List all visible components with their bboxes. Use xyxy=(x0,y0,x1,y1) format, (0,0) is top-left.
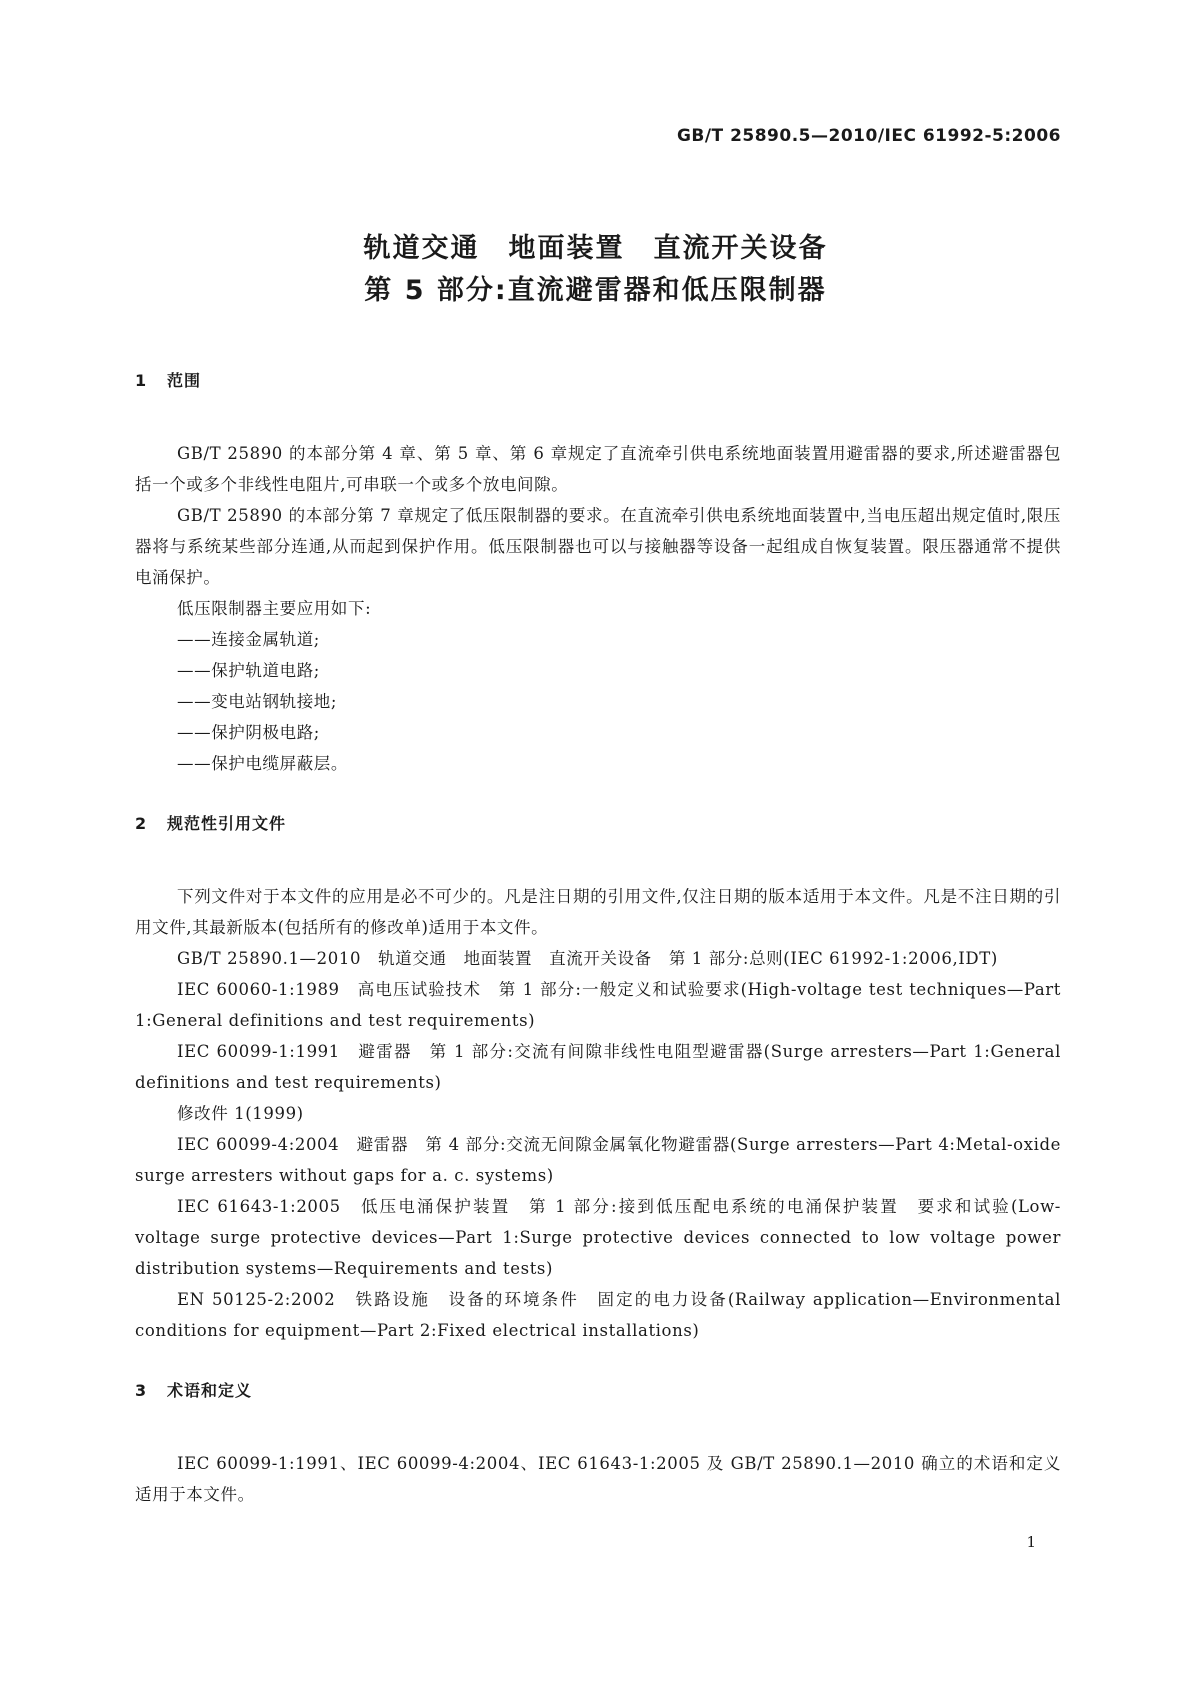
reference-entry: GB/T 25890.1—2010 轨道交通 地面装置 直流开关设备 第 1 部分:总则(IEC 61992-1:2006,IDT) xyxy=(177,949,998,968)
paragraph: 下列文件对于本文件的应用是必不可少的。凡是注日期的引用文件,仅注日期的版本适用于本文件。凡是不注日期的引用文件,其最新版本(包括所有的修改单)适用于本文件。 xyxy=(135,887,1061,937)
section-heading xyxy=(135,813,1061,835)
reference-entry: IEC 60099-4:2004 避雷器 第 4 部分:交流无间隙金属氧化物避雷器(Surge arresters—Part 4:Metal-oxide surge arresters without gaps for a. c. systems) xyxy=(135,1135,1061,1185)
section-title: 术语和定义 xyxy=(167,1381,253,1400)
section-normative-references xyxy=(135,813,1061,1346)
section-number: 1 xyxy=(135,371,148,390)
paragraph: IEC 60099-1:1991、IEC 60099-4:2004、IEC 61643-1:2005 及 GB/T 25890.1—2010 确立的术语和定义适用于本文件。 xyxy=(135,1454,1061,1504)
reference-entry: IEC 60060-1:1989 高电压试验技术 第 1 部分:一般定义和试验要求(High-voltage test techniques—Part 1:General definitions and test requirements) xyxy=(135,980,1061,1030)
document-body xyxy=(135,370,1061,1510)
section-heading xyxy=(135,1380,1061,1402)
section-heading xyxy=(135,370,1061,392)
list-item: ——连接金属轨道; xyxy=(177,630,320,649)
section-terms-and-definitions xyxy=(135,1380,1061,1510)
reference-entry: EN 50125-2:2002 铁路设施 设备的环境条件 固定的电力设备(Railway application—Environmental conditions for equipment—Part 2:Fixed electrical installations) xyxy=(135,1290,1061,1340)
list-item: ——变电站钢轨接地; xyxy=(177,692,338,711)
title-line-2: 第 5 部分:直流避雷器和低压限制器 xyxy=(364,275,827,306)
section-title: 规范性引用文件 xyxy=(167,814,287,833)
reference-entry: 修改件 1(1999) xyxy=(177,1104,304,1123)
document-title xyxy=(0,228,1191,312)
section-number: 3 xyxy=(135,1381,148,1400)
section-scope xyxy=(135,370,1061,779)
standard-code: GB/T 25890.5—2010/IEC 61992-5:2006 xyxy=(676,126,1061,146)
section-title: 范围 xyxy=(167,371,202,390)
paragraph: GB/T 25890 的本部分第 7 章规定了低压限制器的要求。在直流牵引供电系统地面装置中,当电压超出规定值时,限压器将与系统某些部分连通,从而起到保护作用。低压限制器也可以与接触器等设备一起组成自恢复装置。限压器通常不提供电涌保护。 xyxy=(135,506,1061,587)
title-line-1: 轨道交通 地面装置 直流开关设备 xyxy=(363,233,828,264)
paragraph: GB/T 25890 的本部分第 4 章、第 5 章、第 6 章规定了直流牵引供电系统地面装置用避雷器的要求,所述避雷器包括一个或多个非线性电阻片,可串联一个或多个放电间隙。 xyxy=(135,444,1061,494)
list-item: ——保护阴极电路; xyxy=(177,723,320,742)
reference-entry: IEC 61643-1:2005 低压电涌保护装置 第 1 部分:接到低压配电系统的电涌保护装置 要求和试验(Low-voltage surge protective devices—Part 1:Surge protective devices connected to low voltage power distribution systems—Requirements and tests) xyxy=(135,1197,1061,1278)
paragraph: 低压限制器主要应用如下: xyxy=(177,599,372,618)
list-item: ——保护轨道电路; xyxy=(177,661,320,680)
page-number: 1 xyxy=(1026,1533,1036,1551)
reference-entry: IEC 60099-1:1991 避雷器 第 1 部分:交流有间隙非线性电阻型避雷器(Surge arresters—Part 1:General definitions and test requirements) xyxy=(135,1042,1061,1092)
section-number: 2 xyxy=(135,814,148,833)
list-item: ——保护电缆屏蔽层。 xyxy=(177,754,348,773)
